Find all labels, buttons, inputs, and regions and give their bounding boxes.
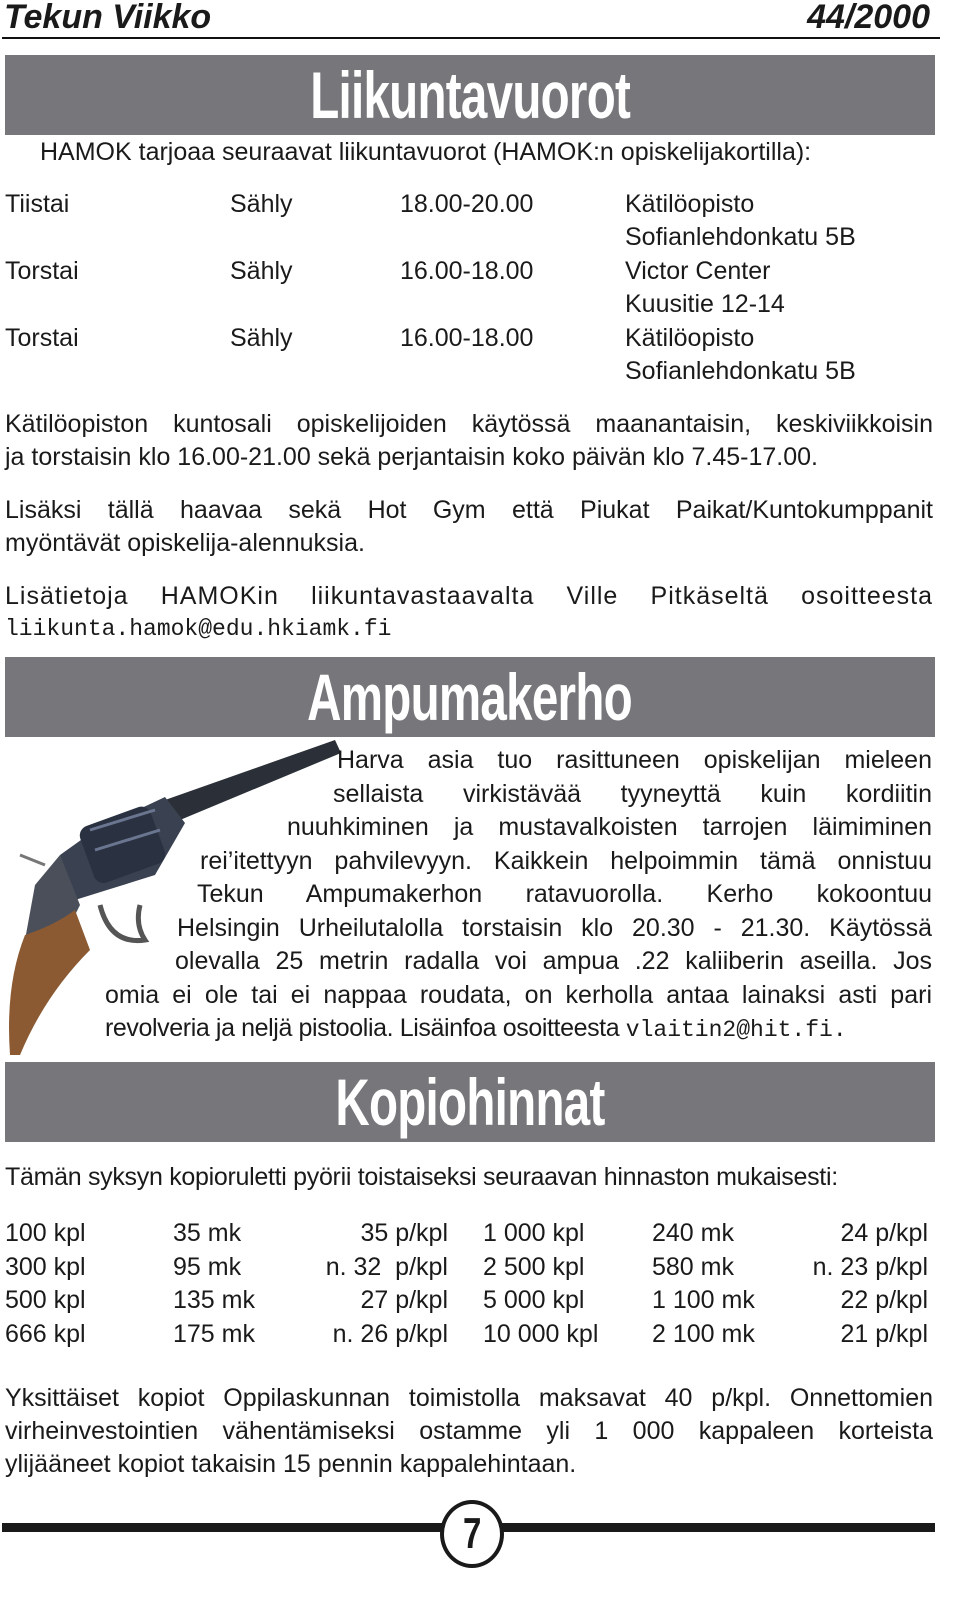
section-banner-kopio bbox=[5, 1062, 935, 1142]
schedule-sport: Sähly bbox=[230, 324, 293, 352]
schedule-day: Tiistai bbox=[5, 190, 70, 218]
section-title: Ampumakerho bbox=[307, 660, 633, 734]
text-line: ja torstaisin klo 16.00-21.00 sekä perjantaisin koko päivän klo 7.45-17.00. bbox=[5, 443, 819, 471]
text-line: rei’itettyyn pahvilevyyn. Kaikkein helpoimmin tämä onnistuu bbox=[200, 846, 932, 875]
text-line: Lisäksi tällä haavaa sekä Hot Gym että Piukat Paikat/Kuntokumppanit bbox=[5, 496, 933, 524]
price-unit-price: 35 p/kpl bbox=[360, 1219, 448, 1247]
text-line: Kätilöopiston kuntosali opiskelijoiden käytössä maanantaisin, keskiviikkoisin bbox=[5, 410, 933, 438]
header-rule bbox=[2, 37, 940, 39]
text-line: sellaista virkistävää tyyneyttä kuin kordiitin bbox=[333, 779, 932, 808]
price-price: 240 mk bbox=[652, 1219, 734, 1247]
price-quantity: 300 kpl bbox=[5, 1252, 86, 1281]
price-unit-price: n. 23 p/kpl bbox=[812, 1252, 928, 1281]
schedule-place: Kätilöopisto bbox=[625, 324, 755, 352]
section-banner-ampuma bbox=[5, 657, 935, 737]
text-line: Harva asia tuo rasittuneen opiskelijan mieleen bbox=[337, 746, 932, 774]
price-quantity: 10 000 kpl bbox=[483, 1319, 599, 1348]
liikunta-intro: HAMOK tarjoaa seuraavat liikuntavuorot (HAMOK:n opiskelijakortilla): bbox=[40, 138, 812, 166]
price-unit-price: n. 26 p/kpl bbox=[332, 1319, 448, 1348]
page-number: 7 bbox=[462, 1509, 482, 1558]
price-quantity: 1 000 kpl bbox=[483, 1219, 585, 1247]
paragraph-contact bbox=[5, 580, 933, 646]
schedule-place: Kätilöopisto bbox=[625, 190, 755, 218]
schedule-time: 16.00-18.00 bbox=[400, 324, 534, 352]
price-price: 35 mk bbox=[173, 1219, 242, 1247]
price-price: 2 100 mk bbox=[652, 1319, 755, 1348]
text-line: virheinvestointien vähentämiseksi ostamme yli 1 000 kappaleen korteista bbox=[5, 1417, 933, 1445]
price-unit-price: 27 p/kpl bbox=[360, 1286, 448, 1314]
schedule-time: 18.00-20.00 bbox=[400, 190, 534, 218]
text-line: Tekun Ampumakerhon ratavuorolla. Kerho kokoontuu bbox=[197, 880, 932, 908]
paragraph-discounts bbox=[5, 494, 933, 560]
schedule-day: Torstai bbox=[5, 324, 79, 352]
price-unit-price: 21 p/kpl bbox=[840, 1319, 928, 1348]
section-title: Liikuntavuorot bbox=[310, 58, 630, 132]
text-line: nuuhkiminen ja mustavalkoisten tarrojen läimiminen bbox=[287, 813, 932, 841]
email-link[interactable]: vlaitin2@hit.fi. bbox=[625, 1017, 847, 1043]
text-line: olevalla 25 metrin radalla voi ampua .22 kaliiberin aseilla. Jos bbox=[175, 947, 932, 975]
schedule-sport: Sähly bbox=[230, 190, 293, 218]
text-line: Helsingin Urheilutalolla torstaisin klo 20.30 - 21.30. Käytössä bbox=[177, 913, 932, 942]
text-segment: revolveria ja neljä pistoolia. Lisäinfoa osoitteesta bbox=[105, 1014, 620, 1042]
schedule-day: Torstai bbox=[5, 257, 79, 285]
schedule-place: Victor Center bbox=[625, 257, 771, 285]
price-unit-price: n. 32 p/kpl bbox=[325, 1252, 448, 1281]
paragraph-kopio bbox=[5, 1382, 933, 1481]
price-price: 580 mk bbox=[652, 1252, 734, 1281]
price-unit-price: 24 p/kpl bbox=[840, 1219, 928, 1247]
price-price: 175 mk bbox=[173, 1319, 255, 1348]
page-number-badge bbox=[440, 1500, 504, 1568]
price-quantity: 666 kpl bbox=[5, 1319, 86, 1348]
price-price: 95 mk bbox=[173, 1252, 242, 1281]
section-banner-liikunta bbox=[5, 55, 935, 135]
kopio-intro: Tämän syksyn kopioruletti pyörii toistaiseksi seuraavan hinnaston mukaisesti: bbox=[5, 1163, 838, 1191]
text-line: ylijääneet kopiot takaisin 15 pennin kappalehintaan. bbox=[5, 1450, 577, 1478]
section-title: Kopiohinnat bbox=[335, 1065, 605, 1139]
paragraph-gym bbox=[5, 408, 933, 474]
price-price: 135 mk bbox=[173, 1286, 255, 1314]
schedule-address: Sofianlehdonkatu 5B bbox=[625, 357, 856, 385]
text-line: omia ei ole tai ei nappaa roudata, on kerholla antaa lainaksi asti pari bbox=[105, 980, 932, 1009]
schedule-time: 16.00-18.00 bbox=[400, 257, 534, 285]
price-price: 1 100 mk bbox=[652, 1286, 755, 1314]
issue-number: 44/2000 bbox=[807, 0, 930, 36]
schedule-address: Kuusitie 12-14 bbox=[625, 290, 785, 318]
price-quantity: 5 000 kpl bbox=[483, 1286, 585, 1314]
price-quantity: 500 kpl bbox=[5, 1286, 86, 1314]
price-unit-price: 22 p/kpl bbox=[840, 1286, 928, 1314]
price-quantity: 2 500 kpl bbox=[483, 1252, 585, 1281]
price-quantity: 100 kpl bbox=[5, 1219, 86, 1247]
text-line: Lisätietoja HAMOKin liikuntavastaavalta Ville Pitkäseltä osoitteesta bbox=[5, 582, 933, 610]
schedule-address: Sofianlehdonkatu 5B bbox=[625, 223, 856, 251]
schedule-sport: Sähly bbox=[230, 257, 293, 285]
text-line bbox=[105, 1012, 847, 1047]
publication-title: Tekun Viikko bbox=[4, 0, 212, 36]
text-line: Yksittäiset kopiot Oppilaskunnan toimistolla maksavat 40 p/kpl. Onnettomien bbox=[5, 1384, 933, 1412]
text-line: myöntävät opiskelija-alennuksia. bbox=[5, 529, 365, 557]
email-link[interactable]: liikunta.hamok@edu.hkiamk.fi bbox=[5, 616, 392, 642]
